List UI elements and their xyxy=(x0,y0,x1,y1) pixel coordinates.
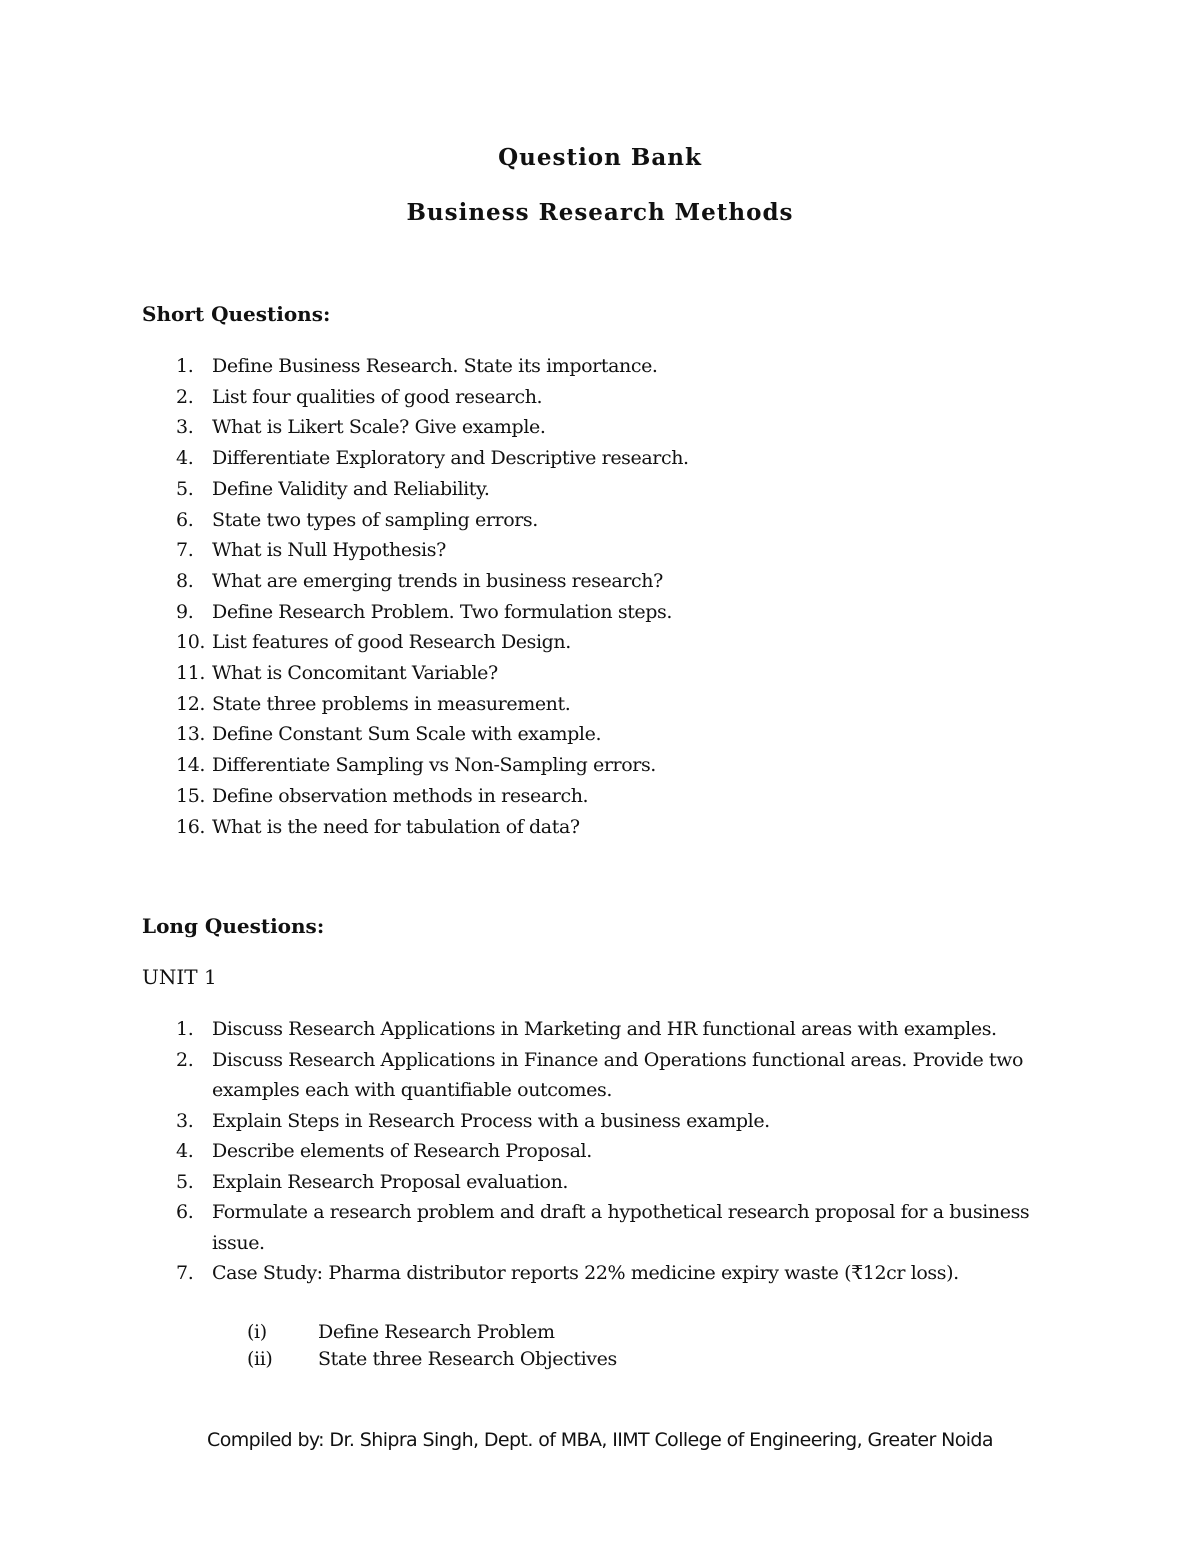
list-item xyxy=(142,474,1062,505)
unit-label: UNIT 1 xyxy=(142,965,217,989)
item-number: 2. xyxy=(176,385,194,408)
item-text: Differentiate Exploratory and Descriptive research. xyxy=(212,447,689,470)
item-number: 4. xyxy=(176,447,194,470)
item-number: 2. xyxy=(176,1048,194,1071)
case-study-parts-list xyxy=(142,1319,1062,1373)
item-number: 16. xyxy=(176,815,206,838)
list-item xyxy=(142,1014,1062,1045)
page-footer: Compiled by: Dr. Shipra Singh, Dept. of MBA, IIMT College of Engineering, Greater Noida xyxy=(207,1429,993,1451)
list-item xyxy=(142,505,1062,536)
item-text: Explain Research Proposal evaluation. xyxy=(212,1170,569,1193)
list-item xyxy=(142,1106,1062,1137)
list-item xyxy=(142,1045,1062,1106)
item-number: 5. xyxy=(176,477,194,500)
list-item xyxy=(142,689,1062,720)
item-number: 13. xyxy=(176,723,206,746)
long-questions-heading: Long Questions: xyxy=(142,914,325,938)
item-number: (i) xyxy=(247,1321,267,1343)
page-title: Question Bank xyxy=(498,144,702,171)
item-number: 12. xyxy=(176,692,206,715)
item-text: What is the need for tabulation of data? xyxy=(212,815,580,838)
item-number: 1. xyxy=(176,1018,194,1040)
item-text: Define Validity and Reliability. xyxy=(212,477,490,500)
item-text: List features of good Research Design. xyxy=(212,631,571,654)
item-text: What is Likert Scale? Give example. xyxy=(212,416,546,439)
item-number: 4. xyxy=(176,1140,194,1162)
list-item xyxy=(142,412,1062,443)
item-number: 10. xyxy=(176,631,206,654)
list-item xyxy=(142,1197,1062,1258)
list-item xyxy=(142,627,1062,658)
item-number: 11. xyxy=(176,662,206,685)
list-item xyxy=(142,1136,1062,1167)
item-number: 5. xyxy=(176,1170,194,1193)
list-item xyxy=(142,658,1062,689)
item-number: 1. xyxy=(176,355,194,377)
item-text: Discuss Research Applications in Marketing and HR functional areas with examples. xyxy=(212,1018,997,1040)
item-number: (ii) xyxy=(247,1348,273,1370)
list-item xyxy=(142,566,1062,597)
item-text: Describe elements of Research Proposal. xyxy=(212,1140,592,1162)
item-number: 7. xyxy=(176,1262,194,1284)
list-item xyxy=(142,812,1062,843)
item-text: Define Constant Sum Scale with example. xyxy=(212,723,602,746)
list-item xyxy=(142,1319,1062,1346)
list-item xyxy=(142,1167,1062,1198)
list-item xyxy=(142,750,1062,781)
item-text: State three problems in measurement. xyxy=(212,692,571,715)
item-text: Define observation methods in research. xyxy=(212,784,589,807)
item-text: Differentiate Sampling vs Non-Sampling errors. xyxy=(212,754,656,777)
list-item xyxy=(142,351,1062,382)
item-text: Explain Steps in Research Process with a business example. xyxy=(212,1109,770,1132)
item-text: State three Research Objectives xyxy=(318,1348,617,1370)
list-item xyxy=(142,1258,1062,1289)
list-item xyxy=(142,382,1062,413)
item-number: 8. xyxy=(176,569,194,592)
item-text: What is Null Hypothesis? xyxy=(212,539,446,562)
item-text: Formulate a research problem and draft a hypothetical research proposal for a business issue. xyxy=(212,1201,1030,1254)
short-questions-heading: Short Questions: xyxy=(142,302,331,326)
list-item xyxy=(142,719,1062,750)
list-item xyxy=(142,781,1062,812)
short-questions-list xyxy=(142,351,1062,842)
item-number: 3. xyxy=(176,416,194,439)
item-text: Discuss Research Applications in Finance and Operations functional areas. Provide two examples each with quantifiable outcomes. xyxy=(212,1048,1024,1101)
list-item xyxy=(142,535,1062,566)
item-number: 6. xyxy=(176,508,194,531)
item-number: 15. xyxy=(176,784,206,807)
item-number: 7. xyxy=(176,539,194,562)
item-text: Case Study: Pharma distributor reports 22% medicine expiry waste (₹12cr loss). xyxy=(212,1262,959,1284)
item-text: State two types of sampling errors. xyxy=(212,508,538,531)
list-item xyxy=(142,1346,1062,1373)
item-text: Define Research Problem xyxy=(318,1321,555,1343)
item-text: What are emerging trends in business research? xyxy=(212,569,663,592)
item-text: Define Business Research. State its importance. xyxy=(212,355,658,377)
item-number: 14. xyxy=(176,754,206,777)
long-questions-list xyxy=(142,1014,1062,1289)
item-number: 6. xyxy=(176,1201,194,1223)
item-number: 9. xyxy=(176,600,194,623)
list-item xyxy=(142,597,1062,628)
item-text: What is Concomitant Variable? xyxy=(212,662,498,685)
page-subtitle: Business Research Methods xyxy=(406,199,794,226)
item-text: List four qualities of good research. xyxy=(212,385,543,408)
item-text: Define Research Problem. Two formulation steps. xyxy=(212,600,673,623)
item-number: 3. xyxy=(176,1109,194,1132)
list-item xyxy=(142,443,1062,474)
